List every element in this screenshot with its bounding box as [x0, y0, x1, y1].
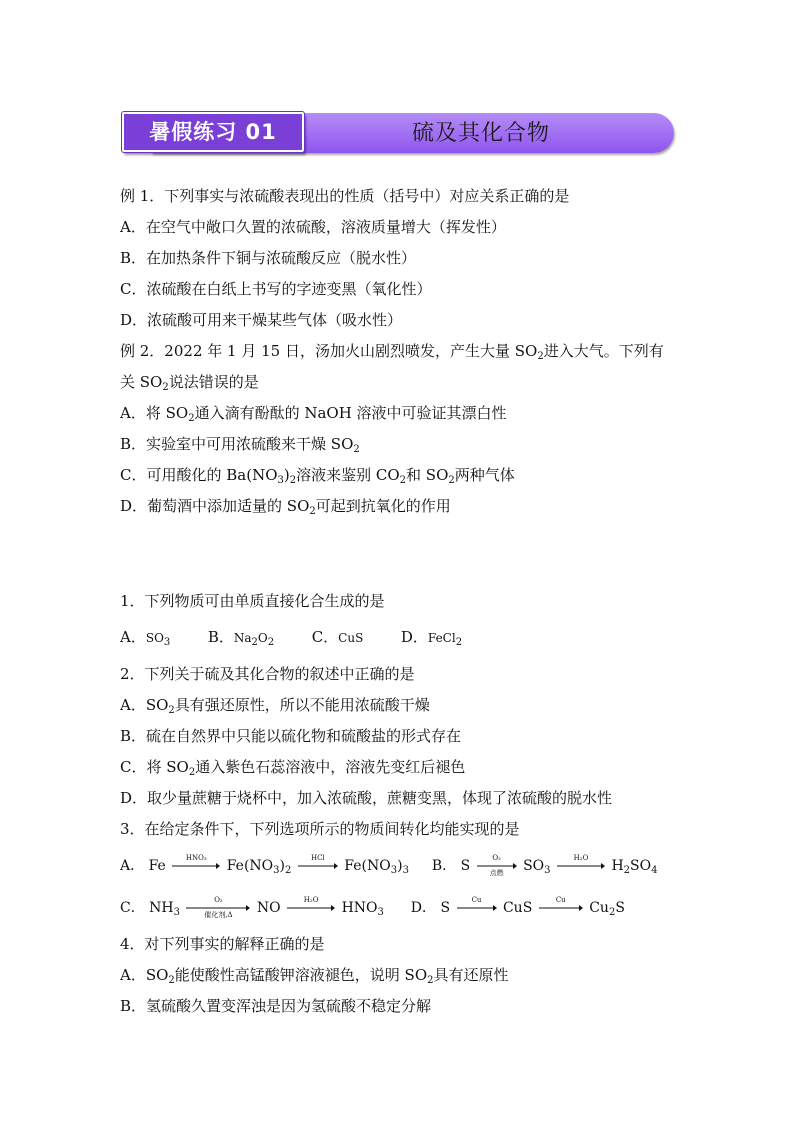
q1-stem: 1．下列物质可由单质直接化合生成的是 [120, 592, 385, 610]
ex2-stem-line1: 例 2．2022 年 1 月 15 日，汤加火山剧烈喷发，产生大量 $SO_2$进入大气。下列有 [120, 342, 664, 362]
q2-option-a: A．$SO_2$具有强还原性，所以不能用浓硫酸干燥 [120, 696, 430, 716]
q2-option-b: B．硫在自然界中只能以硫化物和硫酸盐的形式存在 [120, 727, 462, 745]
reaction-arrow: O₂ 催化剂,Δ [186, 905, 250, 911]
q3-options-ab: A． Fe HNO₃ $Fe(NO_3)_2$ HCl $Fe(NO_3)_3$ B． S O₂ 点燃 $SO_3$ H₂O $H_2SO_4$ [120, 854, 658, 877]
q4-stem: 4．对下列事实的解释正确的是 [120, 935, 325, 953]
reaction-arrow: Cu [457, 905, 497, 911]
ex2-option-c: C．可用酸化的 $Ba(NO_3)_2$溶液来鉴别 $CO_2$和 $SO_2$两种气体 [120, 466, 515, 486]
q2-stem: 2．下列关于硫及其化合物的叙述中正确的是 [120, 665, 415, 683]
q4-option-a: A．$SO_2$能使酸性高锰酸钾溶液褪色，说明 $SO_2$具有还原性 [120, 966, 509, 986]
q1-options: A．$SO_3$ B．$Na_2O_2$ C．CuS D．FeCl$_2$ [120, 628, 463, 648]
q4-option-b: B．氢硫酸久置变浑浊是因为氢硫酸不稳定分解 [120, 997, 432, 1015]
reaction-arrow: O₂ 点燃 [477, 863, 517, 869]
q3-stem: 3．在给定条件下，下列选项所示的物质间转化均能实现的是 [120, 820, 520, 838]
ex1-stem: 例 1．下列事实与浓硫酸表现出的性质（括号中）对应关系正确的是 [120, 187, 570, 205]
reaction-arrow: Cu [539, 905, 583, 911]
page-title: 硫及其化合物 [412, 121, 551, 146]
q3-options-cd: C． $NH_3$ O₂ 催化剂,Δ NO H₂O $HNO_3$ D． S Cu CuS Cu $Cu_2S$ [120, 896, 625, 919]
ex1-option-c: C．浓硫酸在白纸上书写的字迹变黑（氧化性） [120, 280, 432, 298]
q2-option-c: C．将 $SO_2$通入紫色石蕊溶液中，溶液先变红后褪色 [120, 758, 466, 778]
reaction-arrow: HCl [298, 863, 338, 869]
ex2-option-b: B．实验室中可用浓硫酸来干燥 $SO_2$ [120, 435, 360, 455]
ex1-option-a: A．在空气中敞口久置的浓硫酸，溶液质量增大（挥发性） [120, 218, 506, 236]
reaction-arrow: H₂O [557, 863, 605, 869]
ex2-option-d: D．葡萄酒中添加适量的 $SO_2$可起到抗氧化的作用 [120, 497, 451, 517]
header-tag: 暑假练习 01 [122, 112, 304, 152]
reaction-arrow: HNO₃ [172, 863, 220, 869]
q2-option-d: D．取少量蔗糖于烧杯中，加入浓硫酸，蔗糖变黑，体现了浓硫酸的脱水性 [120, 789, 613, 807]
header-banner [122, 112, 676, 154]
ex1-option-d: D．浓硫酸可用来干燥某些气体（吸水性） [120, 311, 403, 329]
reaction-arrow: H₂O [287, 905, 335, 911]
ex1-option-b: B．在加热条件下铜与浓硫酸反应（脱水性） [120, 249, 417, 267]
ex2-option-a: A．将 $SO_2$通入滴有酚酞的 NaOH 溶液中可验证其漂白性 [120, 404, 507, 424]
ex2-stem-line2: 关 $SO_2$说法错误的是 [120, 373, 259, 393]
